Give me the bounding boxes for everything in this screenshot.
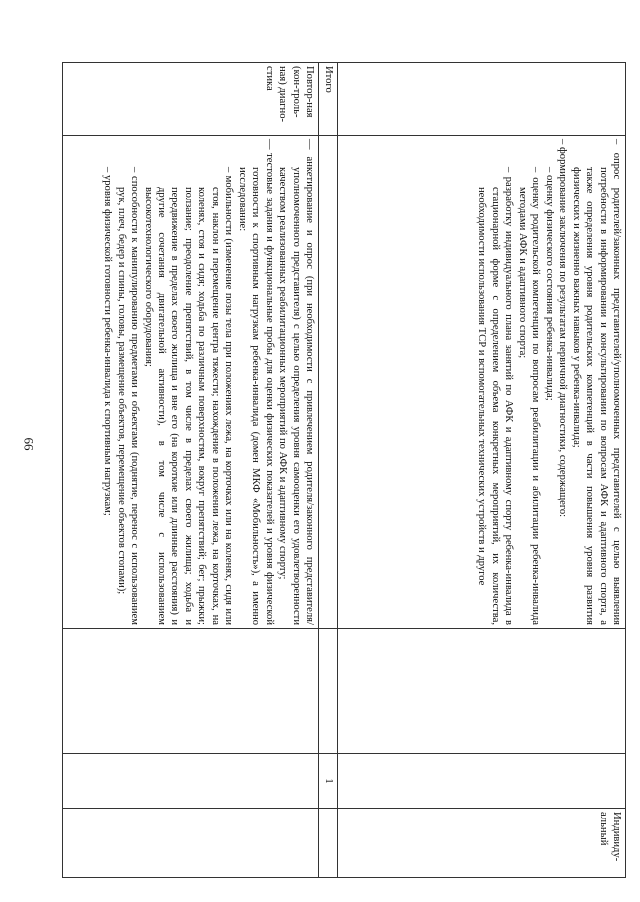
cell-blank [338,754,626,809]
cell-blank [63,629,319,754]
list-item: — тестовые задания и функциональные пробы для оценки физических показателей и уровня физической готовности к спортивным нагрузкам ребенка-инвалида (домен МКФ «Мобильность»), а именно исследование: [236,139,275,625]
program-table [62,62,626,878]
cell-blank [338,629,626,754]
cell-blank [319,629,338,754]
cell-blank [319,809,338,878]
cell-blank [319,136,338,629]
page-number: 66 [21,437,37,451]
cell-stage: Повтор-ная (кон-троль-ная) диагно-стика [63,63,319,136]
rotated-table-area [62,62,640,862]
cell-blank [63,809,319,878]
table-row [338,63,626,878]
cell-content [63,136,319,629]
list-item: – уровня физической готовности ребенка-инвалида к спортивным нагрузкам; [102,167,114,516]
list-item: – разработку индивидуального плана занятий по АФК и адаптивному спорту ребенка-инвалида в стационарной форме с определением объема конкретных мероприятий, их количества, необходимости использования ТСР и вспомогательных технических устройств и другое [476,167,515,625]
list-item: — анкетирование и опрос (при необходимости с привлечением родителя/законного представителя/уполномоченного представителя) с целью определения уровня самооценки его удовлетворенности качеством реализованных реабилитационных мероприятий по АФК и адаптивному спорту; [277,139,315,625]
cell-form: Индивиду-альный [338,809,626,878]
list-item: – опрос родителей/законных представителей/уполномоченных представителей с целью выявления потребности в информировании и консультировании по вопросам АФК и адаптивного спорта, а также определения уровня родительских компетенций в части повышения уровня развития физических и жизненно важных навыков у ребенка-инвалида; [570,139,622,625]
list-item: – оценку физического состояния ребенка-инвалида; [543,167,555,401]
cell-stage [338,63,626,136]
total-count: 1 [319,754,338,809]
total-label: Итого [319,63,338,136]
list-item: – формирование заключения по результатам первичной диагностики, содержащего: [557,139,569,518]
list-item: – оценку родительской компетенции по вопросам реабилитации и абилитации ребенка-инвалида методами АФК и адаптивного спорта; [516,167,542,625]
cell-blank [63,754,319,809]
table-row [63,63,319,878]
table-rotator [62,62,626,878]
cell-content [338,136,626,629]
table-row-total [319,63,338,878]
list-item: – способности к манипулированию предметами и объектами (поднятие, перенос с использованием рук, плеч, бедер и спины, головы, размещение объектов, перемещение объектов стопами); [115,167,141,625]
list-item: – мобильности (изменение позы тела при положениях лежа, на корточках или на коленях, сидя или стоя, наклон и перемещение центра тяжести; нахождение в положении лежа, на корточках, на коленях, стоя и сидя; ходьба по различным поверхностям, вокруг препятствий; бег; прыжки; ползание; преодоление препятствий, в том числе в пределах своего жилища; ходьба и передвижение в пределах своего жилища и вне его (на короткие или длинные расстояния) и другие сочетания двигательной активности), в том числе с использованием высокотехнологического оборудования; [142,167,235,625]
